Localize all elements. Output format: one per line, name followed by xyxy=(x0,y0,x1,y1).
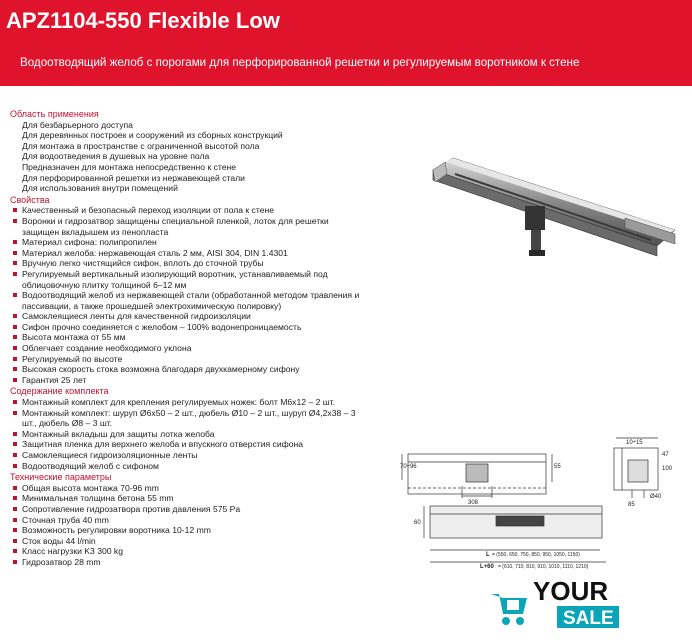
property-item: Гарантия 25 лет xyxy=(10,375,360,386)
dim-10-15: 10÷15 xyxy=(626,440,643,446)
spec-item: Гидрозатвор 28 mm xyxy=(10,557,360,568)
header-banner xyxy=(0,0,692,86)
length-values: = (550, 650, 750, 850, 950, 1050, 1150) xyxy=(492,552,580,558)
spec-item: Сточная труба 40 mm xyxy=(10,515,360,526)
property-item: Высокая скорость стока возможна благодаря двухкамерному сифону xyxy=(10,364,360,375)
product-image xyxy=(425,148,680,288)
spec-item: Минимальная толщина бетона 55 mm xyxy=(10,493,360,504)
length-plus-values: = (610, 710, 810, 910, 1010, 1110, 1210) xyxy=(498,564,589,570)
property-item: Регулируемый вертикальный изолирующий воротник, устанавливаемый под облицовочную плитку толщиной 6–12 мм xyxy=(10,269,360,290)
property-item: Сифон прочно соединяется с желобом – 100% водонепроницаемость xyxy=(10,322,360,333)
dim-60: 60 xyxy=(414,520,421,526)
kit-item: Монтажный вкладыш для защиты лотка желоба xyxy=(10,429,360,440)
logo-word-your: YOUR xyxy=(533,576,609,606)
property-item: Материал сифона: полипропилен xyxy=(10,237,360,248)
length-label: L xyxy=(486,552,490,558)
kit-heading: Содержание комплекта xyxy=(10,386,109,397)
logo-word-sale: SALE xyxy=(563,608,614,629)
property-item: Материал желоба: нержавеющая сталь 2 мм, AISI 304, DIN 1.4301 xyxy=(10,248,360,259)
property-item: Воронки и гидрозатвор защищены специальной пленкой, лоток для решетки защищен вкладышем из пенопласта xyxy=(10,216,360,237)
dim-308: 308 xyxy=(468,500,479,506)
property-item: Облегчает создание необходимого уклона xyxy=(10,343,360,354)
application-line: Для перфорированной решетки из нержавеющей стали xyxy=(22,172,245,183)
application-line: Для безбарьерного доступа xyxy=(22,119,133,130)
application-list xyxy=(10,120,360,194)
shopping-cart-icon xyxy=(491,594,527,625)
kit-item: Водоотводящий желоб с сифоном xyxy=(10,461,360,472)
properties-list xyxy=(10,205,360,385)
spec-text xyxy=(10,108,360,568)
kit-item: Монтажный комплект: шуруп Ø6x50 – 2 шт., дюбель Ø10 – 2 шт., шуруп Ø4,2x38 – 3 шт., дюбель Ø8 – 3 шт. xyxy=(10,408,360,429)
spec-item: Сток воды 44 l/min xyxy=(10,536,360,547)
application-line: Для монтажа в пространстве с ограниченной высотой пола xyxy=(22,140,260,151)
product-subtitle: Водоотводящий желоб с порогами для перфорированной решетки и регулируемым воротником к стене xyxy=(20,56,580,69)
dim-70-96: 70÷96 xyxy=(400,464,417,470)
kit-item: Защитная пленка для верхнего желоба и впускного отверстия сифона xyxy=(10,439,360,450)
product-title: APZ1104-550 Flexible Low xyxy=(6,8,280,33)
spec-item: Класс нагрузки K3 300 kg xyxy=(10,546,360,557)
dim-100: 100 xyxy=(662,466,673,472)
technical-drawing xyxy=(400,432,685,572)
spec-item: Общая высота монтажа 70-96 mm xyxy=(10,483,360,494)
properties-heading: Свойства xyxy=(10,194,50,205)
kit-item: Монтажный комплект для крепления регулируемых ножек: болт М6x12 – 2 шт. xyxy=(10,397,360,408)
property-item: Качественный и безопасный переход изоляции от пола к стене xyxy=(10,205,360,216)
property-item: Вручную легко чистящийся сифон, вплоть до сточной трубы xyxy=(10,258,360,269)
property-item: Водоотводящий желоб из нержавеющей стали (обработанной методом травления и пассивации, а также прошедшей электрохимическую полировку) xyxy=(10,290,360,311)
application-line: Предназначен для монтажа непосредственно к стене xyxy=(22,161,237,172)
dim-85: 85 xyxy=(628,502,635,508)
application-line: Для деревянных построек и сооружений из сборных конструкций xyxy=(22,130,283,141)
application-heading: Область применения xyxy=(10,109,99,119)
property-item: Регулируемый по высоте xyxy=(10,354,360,365)
application-line: Для использования внутри помещений xyxy=(22,183,178,194)
yoursale-logo xyxy=(487,572,637,632)
kit-item: Самоклеящиеся гидроизоляционные ленты xyxy=(10,450,360,461)
dim-d40: Ø40 xyxy=(650,494,662,500)
spec-item: Возможность регулировки воротника 10-12 mm xyxy=(10,525,360,536)
specs-list xyxy=(10,483,360,568)
application-line: Для водоотведения в душевых на уровне пола xyxy=(22,151,210,162)
spec-item: Сопротивление гидрозатвора против давления 575 Pa xyxy=(10,504,360,515)
specs-heading: Технические параметры xyxy=(10,472,112,483)
property-item: Высота монтажа от 55 мм xyxy=(10,332,360,343)
dim-47: 47 xyxy=(662,452,669,458)
kit-list xyxy=(10,397,360,471)
length-plus-label: L+60 xyxy=(480,564,494,570)
dim-55: 55 xyxy=(554,464,561,470)
property-item: Самоклеящиеся ленты для качественной гидроизоляции xyxy=(10,311,360,322)
